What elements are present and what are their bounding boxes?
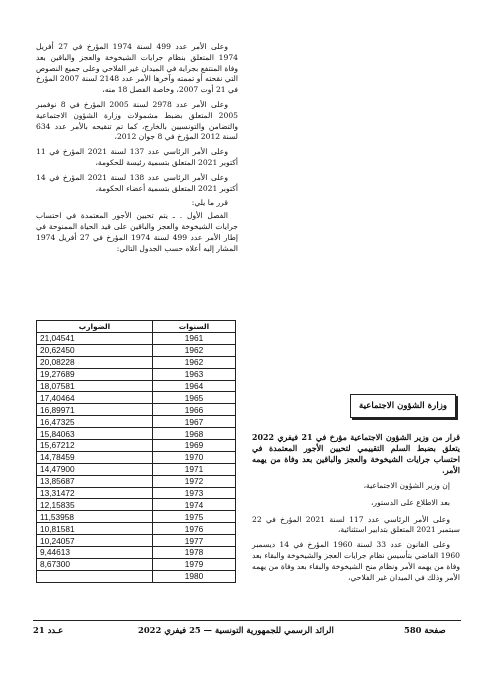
table-row bbox=[37, 463, 236, 475]
paragraph: بعد الاطلاع على الدستور، bbox=[370, 497, 450, 507]
coefficient-cell: 17,40464 bbox=[37, 392, 153, 404]
paragraph: وعلى الأمر عدد 499 لسنة 1974 المؤرخ في 27 أفريل 1974 المتعلق بنظام جرايات الشيخوخة والعجز والباقين بعد وفاة المنتفع بجراية في الميدان غير الفلاحي وعلى جميع النصوص التي نقحته أو تممته وآخرها الأمر عدد 2148 لسنة 2007 المؤرخ في 21 أوت 2007، وخاصة الفصل 18 منه، bbox=[36, 42, 238, 95]
coefficient-cell: 15,67212 bbox=[37, 440, 153, 452]
coefficient-cell: 20,08228 bbox=[37, 356, 153, 368]
journal-title: الرائد الرسمي للجمهورية التونسية — 25 فيفري 2022 bbox=[138, 625, 334, 635]
paragraph: وعلى الأمر الرئاسي عدد 117 لسنة 2021 المؤرخ في 22 سبتمبر 2021 المتعلق بتدابير استثنائية، bbox=[252, 514, 460, 535]
table-row bbox=[37, 475, 236, 487]
paragraph: وعلى الأمر الرئاسي عدد 138 لسنة 2021 المؤرخ في 14 أكتوبر 2021 المتعلق بتسمية أعضاء الحكومة، bbox=[36, 172, 238, 193]
paragraph: وعلى القانون عدد 33 لسنة 1960 المؤرخ في 14 ديسمبر 1960 القاضي بتأسيس نظام جرايات العجز والشيخوخة والبقاء بعد وفاة من يهمه الأمر ونظام منح الشيخوخة والبقاء بعد وفاة من يهمه الأمر وذلك في الميدان غير الفلاحي، bbox=[252, 540, 460, 582]
table-row bbox=[37, 547, 236, 559]
coefficient-cell: 10,24057 bbox=[37, 535, 153, 547]
year-cell: 1972 bbox=[153, 475, 236, 487]
table-body bbox=[37, 333, 236, 583]
article-one: الفصل الأول . ـ يتم تحيين الأجور المعتمدة في احتساب جرايات الشيخوخة والعجز والباقين على قيد الحياة الممنوحة في إطار الأمر عدد 499 لسنة 1974 المؤرخ في 27 أفريل 1974 المشار إليه أعلاه حسب الجدول التالي: bbox=[36, 211, 238, 253]
year-cell: 1978 bbox=[153, 547, 236, 559]
decision-line: قرر ما يلي: bbox=[191, 198, 228, 208]
year-cell: 1969 bbox=[153, 440, 236, 452]
table-row bbox=[37, 428, 236, 440]
table-row bbox=[37, 440, 236, 452]
coefficient-cell bbox=[37, 570, 153, 582]
table-row bbox=[37, 523, 236, 535]
table-row bbox=[37, 368, 236, 380]
table-row bbox=[37, 558, 236, 570]
coefficient-cell: 15,84063 bbox=[37, 428, 153, 440]
year-cell: 1974 bbox=[153, 499, 236, 511]
coefficients-header: الضوارب bbox=[37, 321, 153, 333]
year-cell: 1968 bbox=[153, 428, 236, 440]
paragraph: وعلى الأمر عدد 2978 لسنة 2005 المؤرخ في 8 نوفمبر 2005 المتعلق بضبط مشمولات وزارة الشؤون الاجتماعية والتضامن والتونسيين بالخارج، كما تم تنقيحه بالأمر عدد 634 لسنة 2012 المؤرخ في 8 جوان 2012، bbox=[36, 99, 238, 142]
table-header-row bbox=[37, 321, 236, 333]
year-cell: 1976 bbox=[153, 523, 236, 535]
year-cell: 1965 bbox=[153, 392, 236, 404]
coefficient-cell: 11,53958 bbox=[37, 511, 153, 523]
coefficient-cell: 10,81581 bbox=[37, 523, 153, 535]
table-row bbox=[37, 404, 236, 416]
year-cell: 1979 bbox=[153, 558, 236, 570]
year-cell: 1964 bbox=[153, 380, 236, 392]
coefficient-cell: 8,67300 bbox=[37, 558, 153, 570]
coefficient-cell: 13,85687 bbox=[37, 475, 153, 487]
table-row bbox=[37, 356, 236, 368]
paragraph: وعلى الأمر الرئاسي عدد 137 لسنة 2021 المؤرخ في 11 أكتوبر 2021 المتعلق بتسمية رئيسة للحكومة، bbox=[36, 147, 238, 167]
ministry-title: وزارة الشؤون الاجتماعية bbox=[359, 401, 448, 411]
table-row bbox=[37, 333, 236, 345]
coefficient-cell: 16,89971 bbox=[37, 404, 153, 416]
year-cell: 1970 bbox=[153, 451, 236, 463]
year-cell: 1973 bbox=[153, 487, 236, 499]
coefficient-cell: 12,15835 bbox=[37, 499, 153, 511]
table-row bbox=[37, 535, 236, 547]
footer-divider bbox=[33, 620, 461, 621]
year-cell: 1966 bbox=[153, 404, 236, 416]
table-row bbox=[37, 570, 236, 582]
table-row bbox=[37, 392, 236, 404]
year-cell: 1967 bbox=[153, 416, 236, 428]
year-cell: 1962 bbox=[153, 356, 236, 368]
left-text-column bbox=[36, 42, 238, 258]
year-cell: 1962 bbox=[153, 344, 236, 356]
table-row bbox=[37, 344, 236, 356]
table-row bbox=[37, 499, 236, 511]
coefficient-cell: 9,44613 bbox=[37, 547, 153, 559]
table-row bbox=[37, 511, 236, 523]
paragraph: إن وزير الشؤون الاجتماعية، bbox=[363, 481, 450, 490]
coefficient-cell: 21,04541 bbox=[37, 333, 153, 345]
table-row bbox=[37, 451, 236, 463]
year-cell: 1963 bbox=[153, 368, 236, 380]
coefficient-cell: 13,31472 bbox=[37, 487, 153, 499]
coefficient-cell: 14,78459 bbox=[37, 451, 153, 463]
year-cell: 1971 bbox=[153, 463, 236, 475]
coefficient-cell: 20,62450 bbox=[37, 344, 153, 356]
table-row bbox=[37, 416, 236, 428]
year-cell: 1980 bbox=[153, 570, 236, 582]
coefficient-cell: 19,27689 bbox=[37, 368, 153, 380]
year-cell: 1975 bbox=[153, 511, 236, 523]
years-header: السنوات bbox=[153, 321, 236, 333]
coefficient-cell: 18,07581 bbox=[37, 380, 153, 392]
coefficient-cell: 14,47900 bbox=[37, 463, 153, 475]
table-row bbox=[37, 487, 236, 499]
ministry-title-box bbox=[350, 394, 456, 418]
year-cell: 1961 bbox=[153, 333, 236, 345]
table-row bbox=[37, 380, 236, 392]
page-number: صفحة 580 bbox=[404, 625, 446, 635]
issue-number: عـدد 21 bbox=[33, 625, 64, 635]
coefficient-cell: 16,47325 bbox=[37, 416, 153, 428]
right-text-column bbox=[252, 432, 460, 587]
coefficients-table bbox=[36, 320, 236, 583]
year-cell: 1977 bbox=[153, 535, 236, 547]
decree-heading: قرار من وزير الشؤون الاجتماعية مؤرخ في 21 فيفري 2022 يتعلق بضبط السلم التقييمي لتحيين الأجور المعتمدة في احتساب جرايات الشيخوخة والعجز والباقين بعد وفاة من يهمه الأمر. bbox=[252, 433, 461, 475]
